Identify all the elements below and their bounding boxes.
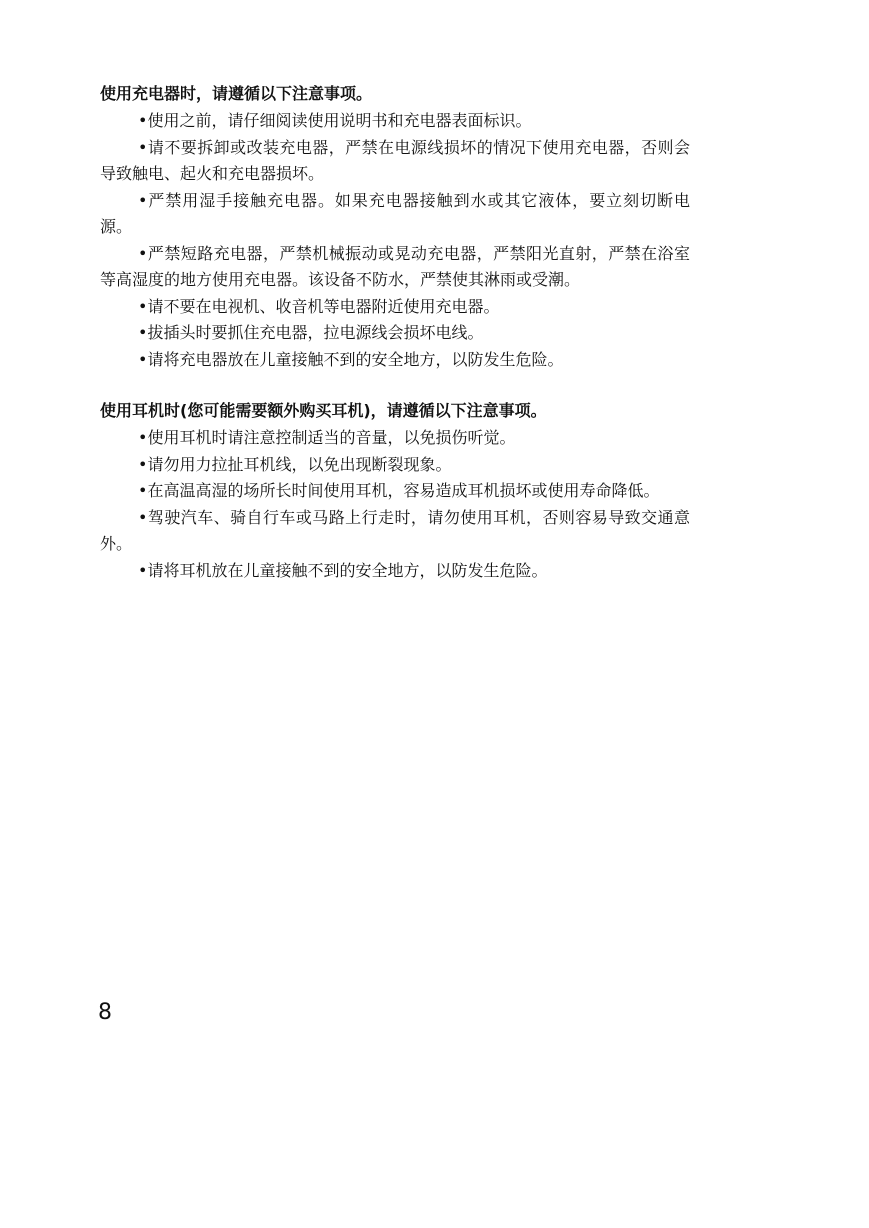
earphone-precaution-item: •在高温高湿的场所长时间使用耳机，容易造成耳机损坏或使用寿命降低。 — [138, 481, 660, 500]
charger-precaution-item: •严禁用湿手接触充电器。如果充电器接触到水或其它液体，要立刻切断电源。 — [100, 190, 690, 236]
charger-precaution-item: •请将充电器放在儿童接触不到的安全地方，以防发生危险。 — [138, 349, 564, 369]
charger-precautions-section — [100, 80, 690, 373]
charger-precautions-heading: 使用充电器时，请遵循以下注意事项。 — [100, 84, 373, 103]
section-spacer — [100, 373, 690, 397]
earphone-precautions-section — [100, 397, 690, 584]
page-number: 8 — [98, 1000, 112, 1025]
earphone-precaution-item: •请将耳机放在儿童接触不到的安全地方，以防发生危险。 — [138, 560, 548, 580]
charger-precaution-item: •拔插头时要抓住充电器，拉电源线会损坏电线。 — [138, 323, 484, 342]
earphone-precaution-item: •请勿用力拉扯耳机线，以免出现断裂现象。 — [138, 454, 452, 474]
earphone-precaution-item: •使用耳机时请注意控制适当的音量，以免损伤听觉。 — [138, 428, 516, 447]
earphone-precaution-item: •驾驶汽车、骑自行车或马路上行走时，请勿使用耳机，否则容易导致交通意外。 — [100, 507, 690, 553]
page-content — [100, 80, 690, 584]
charger-precaution-item: •严禁短路充电器，严禁机械振动或晃动充电器，严禁阳光直射，严禁在浴室等高湿度的地方使用充电器。该设备不防水，严禁使其淋雨或受潮。 — [100, 243, 690, 289]
charger-precaution-item: •请不要在电视机、收音机等电器附近使用充电器。 — [138, 296, 500, 316]
earphone-precautions-heading: 使用耳机时(您可能需要额外购买耳机)，请遵循以下注意事项。 — [100, 401, 547, 420]
charger-precaution-item: •请不要拆卸或改装充电器，严禁在电源线损坏的情况下使用充电器，否则会导致触电、起火和充电器损坏。 — [100, 137, 690, 183]
charger-precaution-item: •使用之前，请仔细阅读使用说明书和充电器表面标识。 — [138, 111, 532, 130]
